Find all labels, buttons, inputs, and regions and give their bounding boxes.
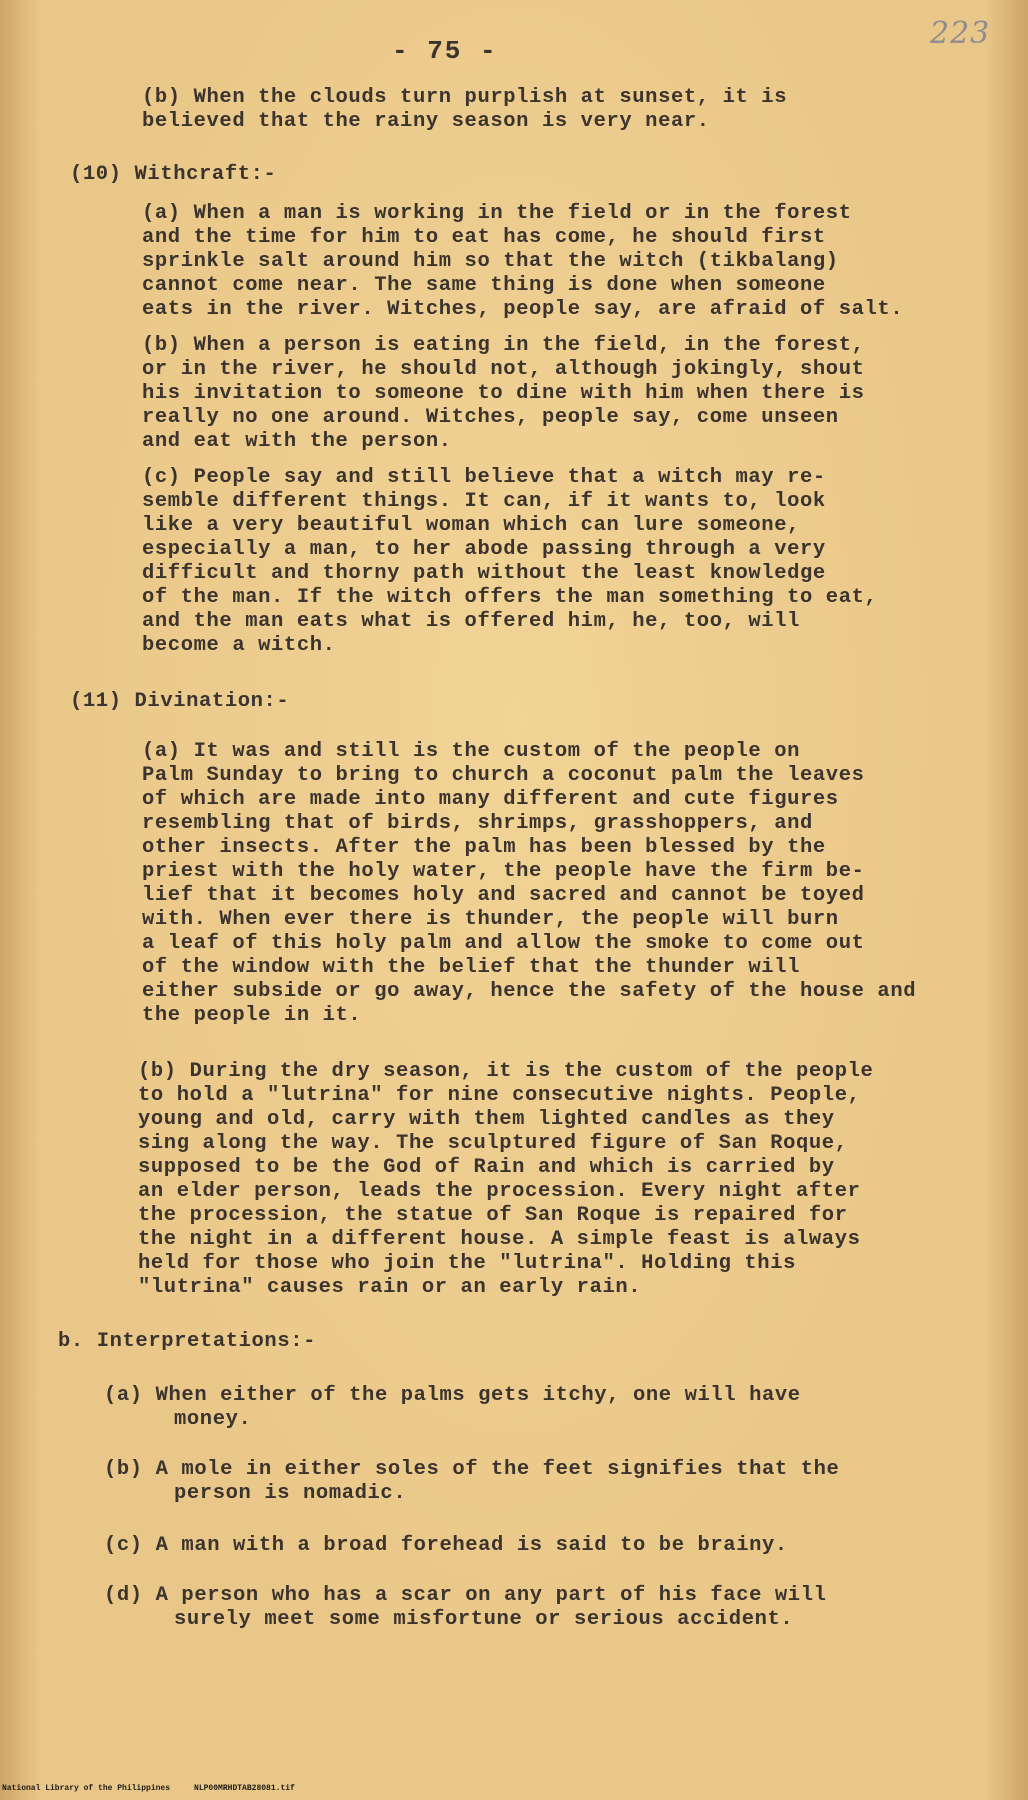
- archive-stamp-number: 223: [930, 16, 991, 51]
- text-line: surely meet some misfortune or serious accident.: [174, 1608, 794, 1631]
- section-heading: (10) Withcraft:-: [70, 163, 277, 186]
- text-line: of the window with the belief that the thunder will: [142, 956, 801, 979]
- text-line: held for those who join the "lutrina". Holding this: [138, 1252, 797, 1275]
- text-line: "lutrina" causes rain or an early rain.: [138, 1276, 642, 1299]
- text-line: other insects. After the palm has been blessed by the: [142, 836, 826, 859]
- text-line: an elder person, leads the procession. Every night after: [138, 1180, 861, 1203]
- section-heading: b. Interpretations:-: [58, 1330, 317, 1353]
- text-line: person is nomadic.: [174, 1482, 407, 1505]
- text-line: cannot come near. The same thing is done when someone: [142, 274, 826, 297]
- text-line: his invitation to someone to dine with him when there is: [142, 382, 865, 405]
- text-line: with. When ever there is thunder, the people will burn: [142, 908, 839, 931]
- text-line: difficult and thorny path without the least knowledge: [142, 562, 826, 585]
- text-line: the procession, the statue of San Roque is repaired for: [138, 1204, 848, 1227]
- text-line: to hold a "lutrina" for nine consecutive nights. People,: [138, 1084, 861, 1107]
- text-line: supposed to be the God of Rain and which is carried by: [138, 1156, 835, 1179]
- text-line: (b) A mole in either soles of the feet signifies that the: [104, 1458, 840, 1481]
- text-line: and the time for him to eat has come, he should first: [142, 226, 826, 249]
- text-line: become a witch.: [142, 634, 336, 657]
- text-line: and the man eats what is offered him, he, too, will: [142, 610, 801, 633]
- text-line: (b) When the clouds turn purplish at sunset, it is: [142, 86, 788, 109]
- text-line: and eat with the person.: [142, 430, 452, 453]
- text-line: of the man. If the witch offers the man something to eat,: [142, 586, 878, 609]
- text-line: (a) When either of the palms gets itchy, one will have: [104, 1384, 801, 1407]
- text-line: (b) During the dry season, it is the custom of the people: [138, 1060, 874, 1083]
- text-line: (c) People say and still believe that a witch may re-: [142, 466, 826, 489]
- text-line: especially a man, to her abode passing through a very: [142, 538, 826, 561]
- text-line: semble different things. It can, if it wants to, look: [142, 490, 826, 513]
- text-line: really no one around. Witches, people say, come unseen: [142, 406, 839, 429]
- text-line: either subside or go away, hence the safety of the house and: [142, 980, 917, 1003]
- section-heading: (11) Divination:-: [70, 690, 290, 713]
- text-line: (a) It was and still is the custom of the people on: [142, 740, 801, 763]
- text-line: believed that the rainy season is very near.: [142, 110, 710, 133]
- text-line: the people in it.: [142, 1004, 362, 1027]
- text-line: (a) When a man is working in the field or in the forest: [142, 202, 852, 225]
- text-line: resembling that of birds, shrimps, grasshoppers, and: [142, 812, 813, 835]
- text-line: or in the river, he should not, although jokingly, shout: [142, 358, 865, 381]
- text-line: priest with the holy water, the people have the firm be-: [142, 860, 865, 883]
- text-line: lief that it becomes holy and sacred and cannot be toyed: [142, 884, 865, 907]
- text-line: (d) A person who has a scar on any part of his face will: [104, 1584, 827, 1607]
- page-number: - 75 -: [392, 36, 498, 66]
- text-line: Palm Sunday to bring to church a coconut palm the leaves: [142, 764, 865, 787]
- text-line: like a very beautiful woman which can lure someone,: [142, 514, 801, 537]
- scan-footer: National Library of the Philippines NLP00MRHDTAB28081.tif: [2, 1784, 295, 1793]
- text-line: (c) A man with a broad forehead is said to be brainy.: [104, 1534, 788, 1557]
- text-line: (b) When a person is eating in the field, in the forest,: [142, 334, 865, 357]
- text-line: eats in the river. Witches, people say, are afraid of salt.: [142, 298, 904, 321]
- text-line: money.: [174, 1408, 252, 1431]
- text-line: sing along the way. The sculptured figure of San Roque,: [138, 1132, 848, 1155]
- text-line: a leaf of this holy palm and allow the smoke to come out: [142, 932, 865, 955]
- text-line: of which are made into many different and cute figures: [142, 788, 839, 811]
- text-line: young and old, carry with them lighted candles as they: [138, 1108, 835, 1131]
- text-line: the night in a different house. A simple feast is always: [138, 1228, 861, 1251]
- text-line: sprinkle salt around him so that the witch (tikbalang): [142, 250, 839, 273]
